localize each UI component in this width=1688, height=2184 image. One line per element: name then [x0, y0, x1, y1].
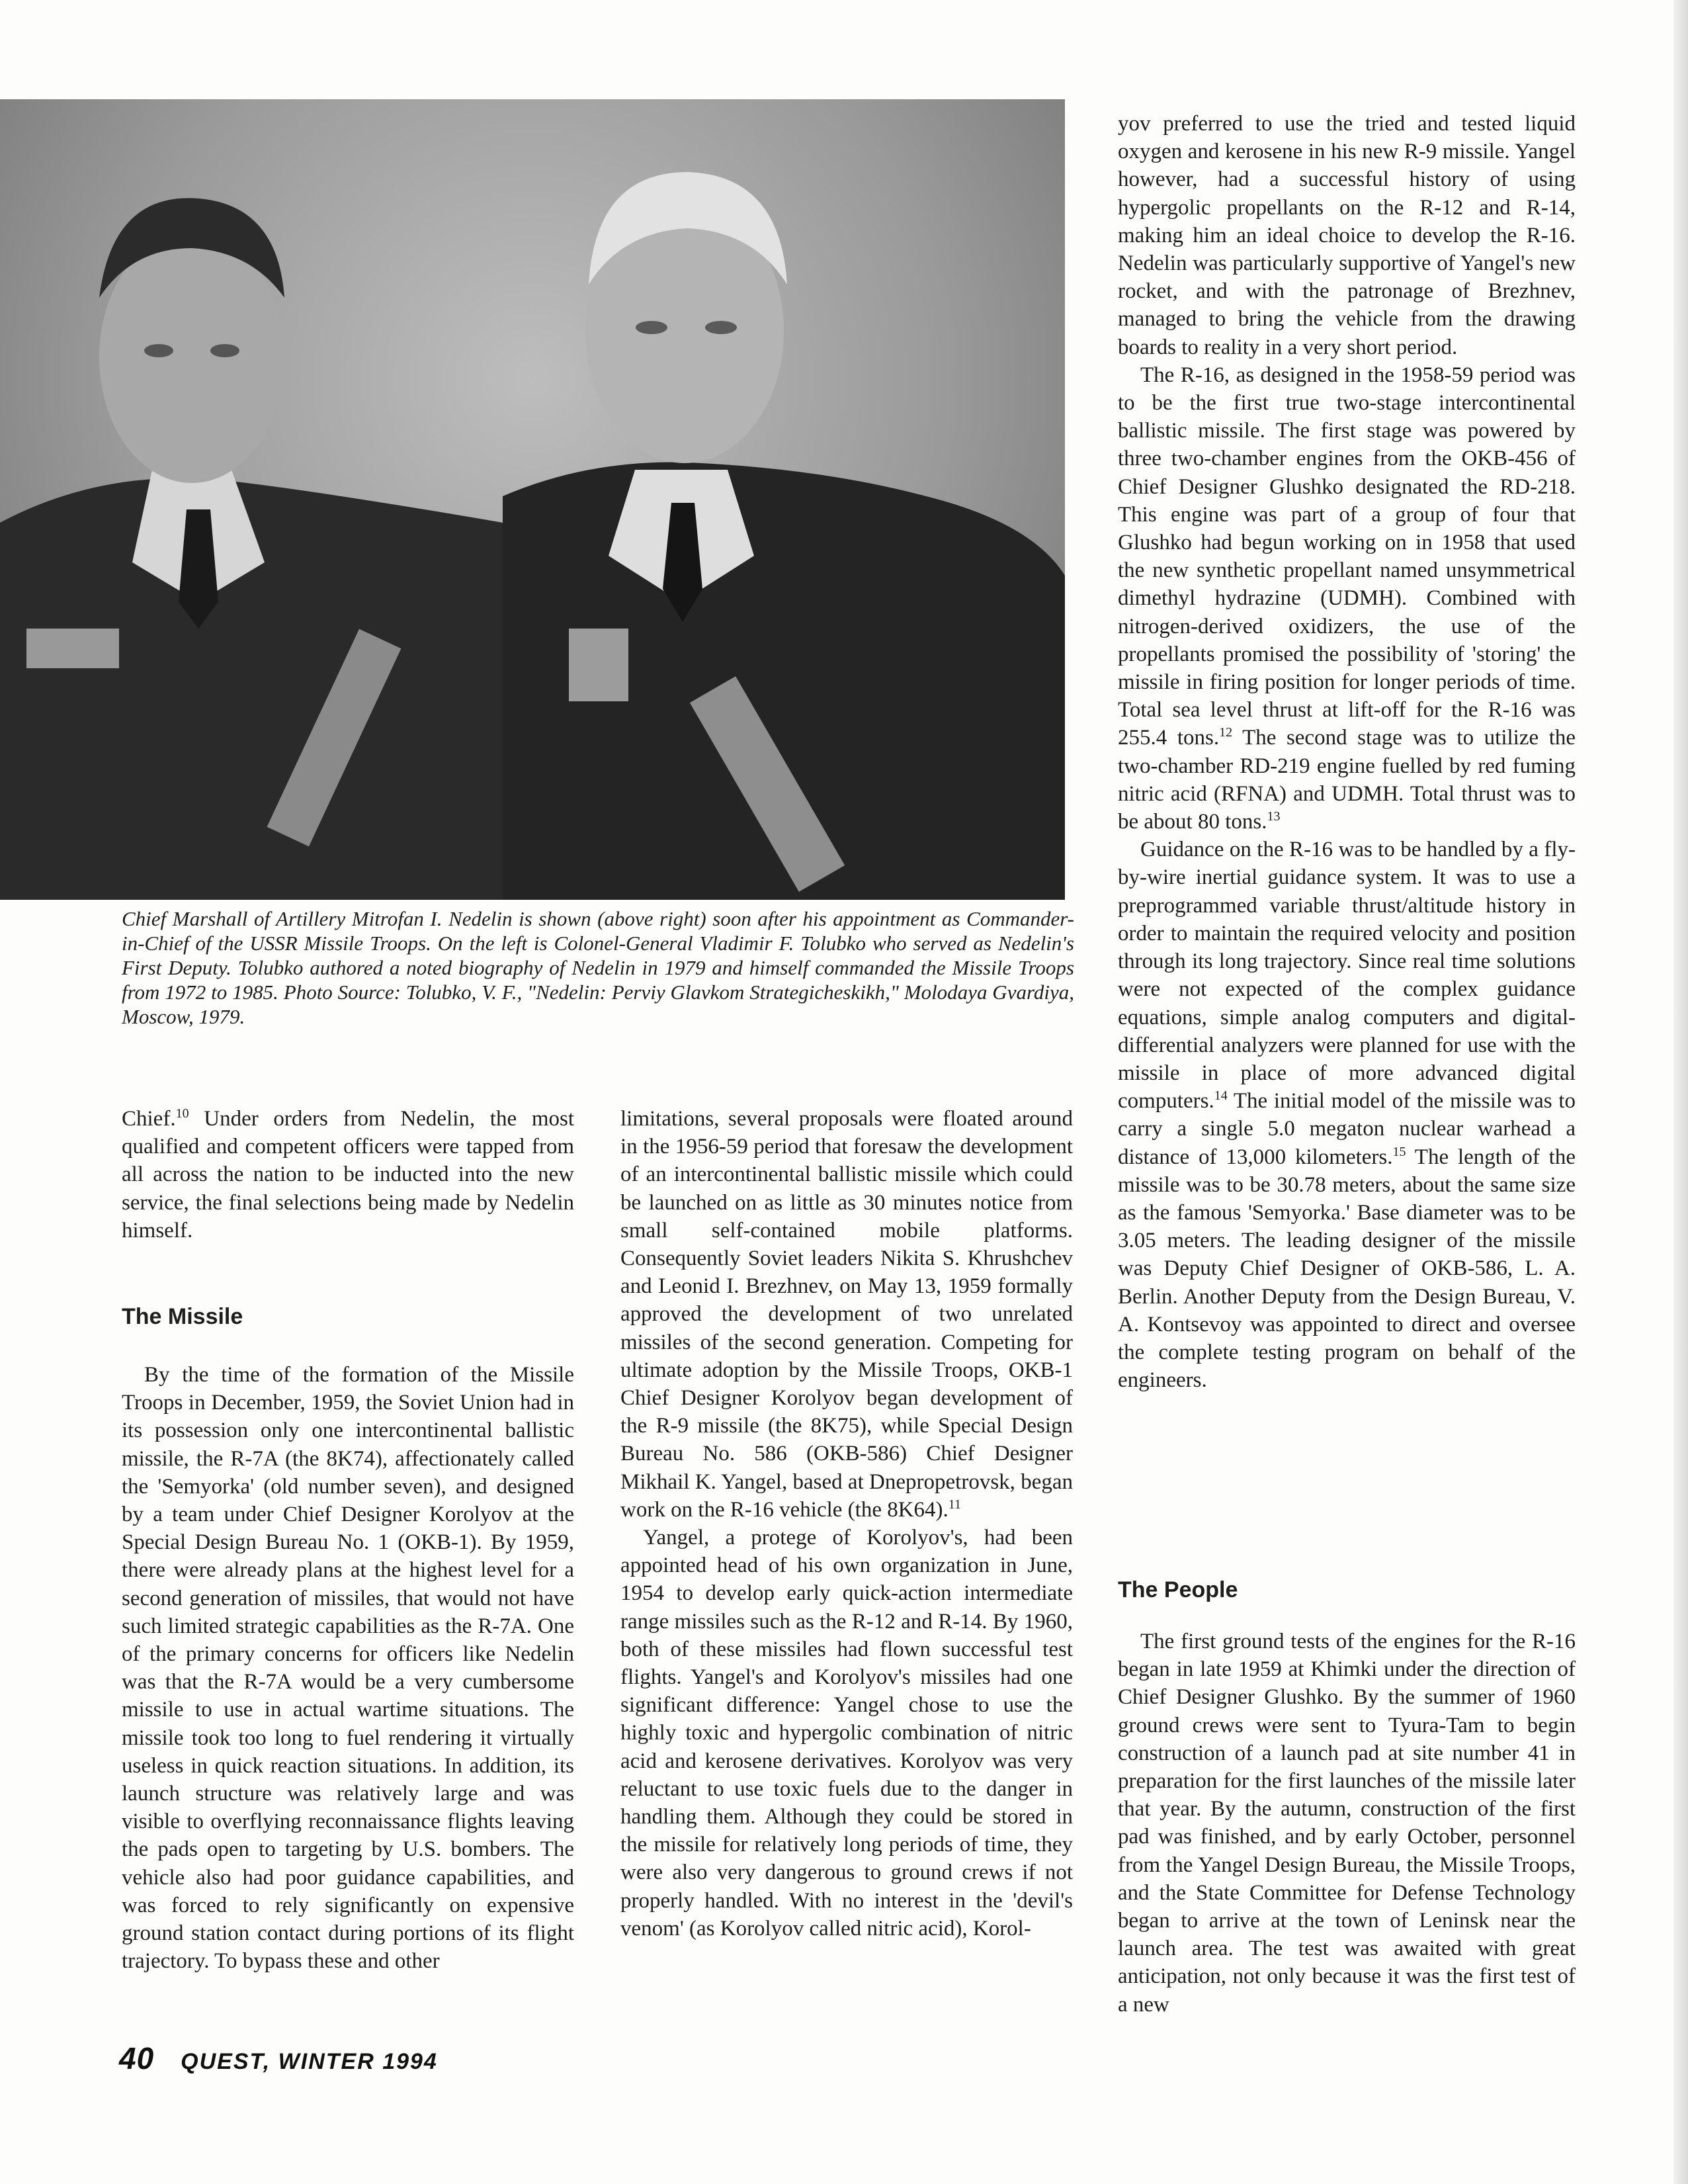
col3-paragraph-3: Guidance on the R-16 was to be handled by a fly-by-wire inertial guidance system. It was to use a preprogrammed variable thrust/altitude history in order to maintain the required velocity and position through its long trajectory. Since real time solutions were not expected of the complex guidance equations, simple analog computers and digital-differential analyzers were planned for use with the missile in place of more advanced digital computers.$^{14}$ The initial model of the missile was to carry a single 5.0 megaton nuclear warhead a distance of 13,000 kilometers.$^{15}$ The length of the missile was to be 30.78 meters, about the same size as the famous 'Semyorka.' Base diameter was to be 3.05 meters. The leading designer of the missile was Deputy Chief Designer of OKB-586, L. A. Berlin. Another Deputy from the Design Bureau, V. A. Kontsevoy was appointed to direct and oversee the complete testing program on behalf of the engineers.: [1118, 838, 1576, 1393]
column-3: [1118, 110, 1576, 1394]
officers-photo: [0, 99, 1065, 900]
col2-paragraph-2: Yangel, a protege of Korolyov's, had been appointed head of his own organization in June, 1954 to develop early quick-action intermediate range missiles such as the R-12 and R-14. By 1960, both of these missiles had flown successful test flights. Yangel's and Korolyov's missiles had one significant difference: Yangel chose to use the highly toxic and hypergolic combination of nitric acid and kerosene derivatives. Korolyov was very reluctant to use toxic fuels due to the danger in handling them. Although they could be stored in the missile for relatively long periods of time, they were also very dangerous to ground crews if not properly handled. With no interest in the 'devil's venom' (as Korolyov called nitric acid), Korol-: [620, 1526, 1073, 1941]
footnote-ref: 15: [1392, 1144, 1406, 1159]
footnote-ref: 14: [1214, 1088, 1228, 1104]
footnote-ref: 12: [1219, 725, 1233, 740]
photo-caption: Chief Marshall of Artillery Mitrofan I. Nedelin is shown (above right) soon after his appointment as Commander-in-Chief of the USSR Missile Troops. On the left is Colonel-General Vladimir F. Tolubko who served as Nedelin's First Deputy. Tolubko authored a noted biography of Nedelin in 1979 and himself commanded the Missile Troops from 1972 to 1985. Photo Source: Tolubko, V. F., "Nedelin: Perviy Glavkom Strategicheskikh," Molodaya Gvardiya, Moscow, 1979.: [122, 907, 1074, 1028]
section-heading-people: The People: [1118, 1577, 1238, 1602]
col3-paragraph-1: yov preferred to use the tried and tested liquid oxygen and kerosene in his new R-9 missile. Yangel however, had a successful history of using hypergolic propellants on the R-12 and R-14, making him an ideal choice to develop the R-16. Nedelin was particularly supportive of Yangel's new rocket, and with the patronage of Brezhnev, managed to bring the vehicle from the drawing boards to reality in a very short period.: [1118, 112, 1576, 359]
column-3-continued: [1118, 1628, 1576, 2019]
section-heading-missile: The Missile: [122, 1304, 243, 1329]
col3-paragraph-2: The R-16, as designed in the 1958-59 period was to be the first true two-stage intercontinental ballistic missile. The first stage was powered by three two-chamber engines from the OKB-456 of Chief Designer Glushko designated the RD-218. This engine was part of a group of four that Glushko had begun working on in 1958 that used the new synthetic propellant named unsymmetrical dimethyl hydrazine (UDMH). Combined with nitrogen-derived oxidizers, the use of the propellants promised the possibility of 'storing' the missile in firing position for longer periods of time. Total sea level thrust at lift-off for the R-16 was 255.4 tons.$^{12}$ The second stage was to utilize the two-chamber RD-219 engine fuelled by red fuming nitric acid (RFNA) and UDMH. Total thrust was to be about 80 tons.$^{13}$: [1118, 363, 1576, 834]
column-1-continued: [122, 1361, 574, 1975]
col3-paragraph-4: The first ground tests of the engines for the R-16 began in late 1959 at Khimki under the direction of Chief Designer Glushko. By the summer of 1960 ground crews were sent to Tyura-Tam to begin construction of a launch pad at site number 41 in preparation for the first launches of the missile later that year. By the autumn, construction of the first pad was finished, and by early October, personnel from the Yangel Design Bureau, the Missile Troops, and the State Committee for Defense Technology began to arrive at the town of Leninsk near the launch area. The test was awaited with great anticipation, not only because it was the first test of a new: [1118, 1630, 1576, 2017]
column-1: [122, 1105, 574, 1245]
column-2: [620, 1105, 1073, 1943]
col2-paragraph-1: limitations, several proposals were floated around in the 1956-59 period that foresaw the development of an intercontinental ballistic missile which could be launched on as little as 30 minutes notice from small self-contained mobile platforms. Consequently Soviet leaders Nikita S. Khrushchev and Leonid I. Brezhnev, on May 13, 1959 formally approved the development of two unrelated missiles of the second generation. Competing for ultimate adoption by the Missile Troops, OKB-1 Chief Designer Korolyov began development of the R-9 missile (the 8K75), while Special Design Bureau No. 586 (OKB-586) Chief Designer Mikhail K. Yangel, based at Dnepropetrovsk, began work on the R-16 vehicle (the 8K64).$^{11}$: [620, 1107, 1073, 1522]
scan-edge: [1673, 0, 1688, 2184]
footnote-ref: 13: [1267, 809, 1281, 824]
footnote-ref: 11: [948, 1497, 962, 1512]
page-number: 40: [119, 2041, 155, 2075]
photo-illustration: [0, 99, 1065, 900]
col1-paragraph-2: By the time of the formation of the Missile Troops in December, 1959, the Soviet Union had in its possession only one intercontinental ballistic missile, the R-7A (the 8K74), affectionately called the 'Semyorka' (old number seven), and designed by a team under Chief Designer Korolyov at the Special Design Bureau No. 1 (OKB-1). By 1959, there were already plans at the highest level for a second generation of missiles, that would not have such limited strategic capabilities as the R-7A. One of the primary concerns for officers like Nedelin was that the R-7A would be a very cumbersome missile to use in actual wartime situations. The missile took too long to fuel rendering it virtually useless in quick reaction situations. In addition, its launch structure was relatively large and was visible to overflying reconnaissance flights leaving the pads open to targeting by U.S. bombers. The vehicle also had poor guidance capabilities, and was forced to rely significantly on expensive ground station contact during portions of its flight trajectory. To bypass these and other: [122, 1363, 574, 1974]
footnote-ref: 10: [175, 1106, 189, 1121]
publication-line: QUEST, WINTER 1994: [181, 2049, 438, 2074]
col1-paragraph-1: Chief.$^{10}$ Under orders from Nedelin, the most qualified and competent officers were tapped from all across the nation to be inducted into the new service, the final selections being made by Nedelin himself.: [122, 1106, 574, 1243]
page-footer: [119, 2040, 438, 2076]
